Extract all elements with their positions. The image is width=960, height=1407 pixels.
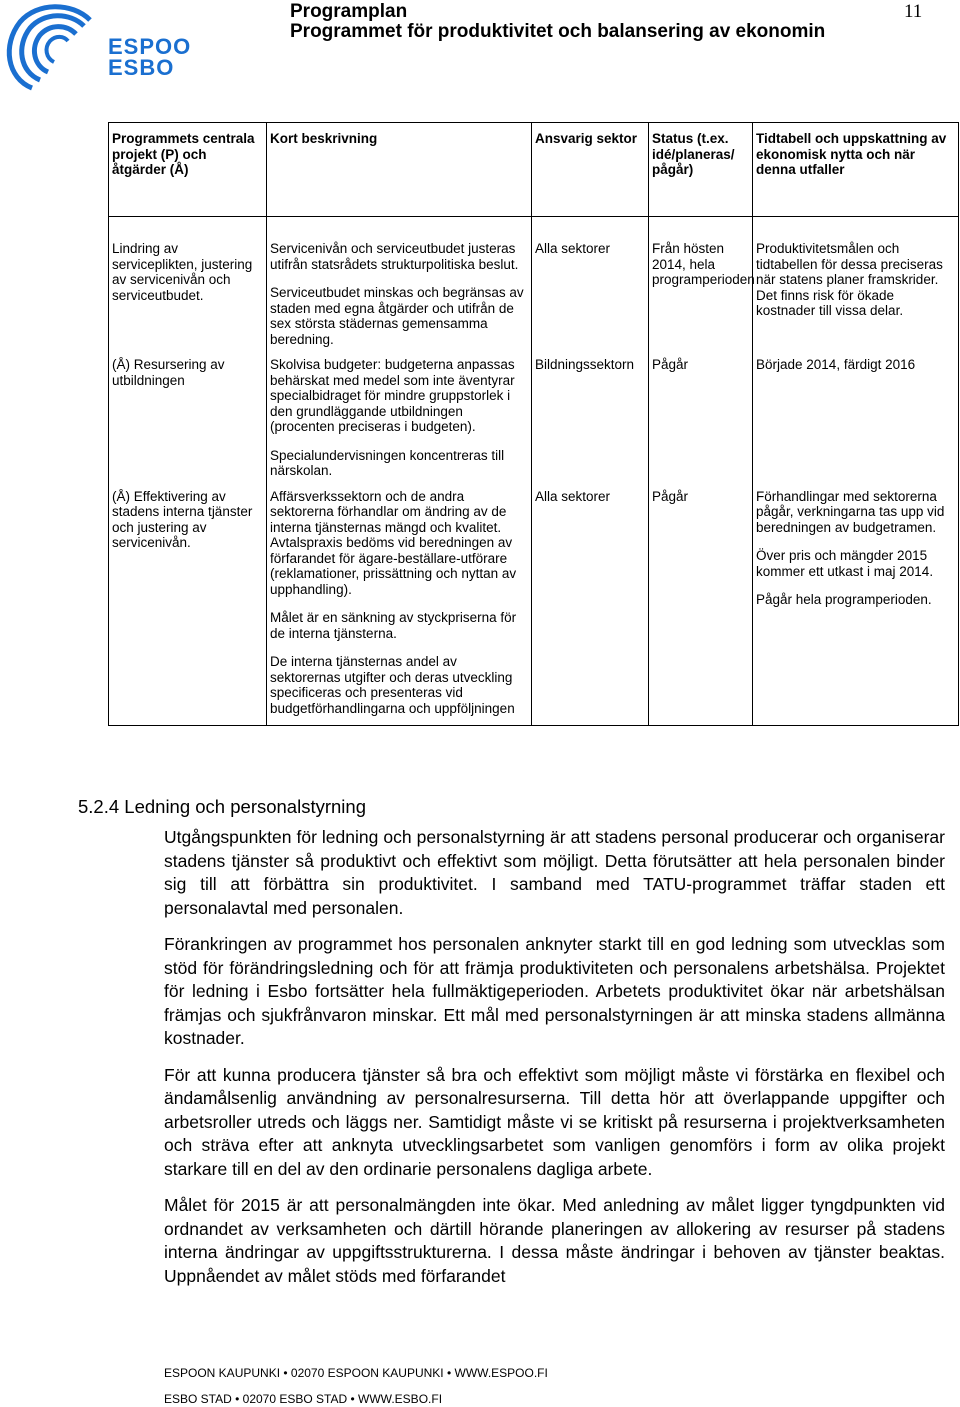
cell-schedule xyxy=(753,350,959,482)
table-row xyxy=(109,482,959,726)
body-paragraph: Målet för 2015 är att personalmängden inte ökar. Med anledning av målet ligger tyngdpunkten vid ordnandet av verksamheten och därtill hörande planeringen av allokering av resurser på stadens interna ändringar av uppgiftsstrukturerna. I dessa måste ändringar i behoven av tjänster beaktas. Uppnåendet av målet stöds med förfarandet xyxy=(164,1195,945,1286)
cell-schedule xyxy=(753,217,959,351)
cell-project: Lindring av serviceplikten, justering av servicenivån och serviceutbudet. xyxy=(109,217,267,351)
body-paragraph: För att kunna producera tjänster så bra och effektivt som möjligt måste vi förstärka en flexibel och ändamålsenlig användning av personalresurserna. Till detta hör att överlappande uppgifter och arbetsroller utreds och läggs ner. Samtidigt måste vi se kritiskt på resurserna i projektverksamheten och sträva efter att anknyta utvecklingsarbetet som vanligen genomförs i form av olika projekt starkare till en del av den ordinarie personalens dagliga arbete. xyxy=(164,1064,945,1179)
body-paragraph: Utgångspunkten för ledning och personalstyrning är att stadens personal producerar och organiserar stadens tjänster så produktivt och effektivt som möjligt. Detta förutsätter att hela personalen binder sig till att förbättra sin produktivitet. I samband med TATU-programmet träffar staden ett personalavtal med personalen. xyxy=(164,827,945,918)
page-number: 11 xyxy=(904,1,923,22)
table-row xyxy=(109,217,959,351)
footer-line-finnish: ESPOON KAUPUNKI • 02070 ESPOON KAUPUNKI • WWW.ESPOO.FI xyxy=(164,1366,548,1380)
table-header-row xyxy=(109,123,959,217)
footer-line-swedish: ESBO STAD • 02070 ESBO STAD • WWW.ESBO.FI xyxy=(164,1392,443,1406)
description-paragraph: De interna tjänsternas andel av sektorernas utgifter och deras utveckling specificeras och presenteras vid budgetförhandlingarna och uppföljningen xyxy=(270,654,515,716)
description-paragraph: Skolvisa budgeter: budgeterna anpassas behärskat med medel som inte äventyrar specialbidraget för mindre gruppstorlek i den grundläggande utbildningen (procenten preciseras i budgeten). xyxy=(270,357,515,434)
cell-sector: Alla sektorer xyxy=(532,482,649,726)
column-header-description: Kort beskrivning xyxy=(267,123,532,217)
espoo-logo-mark-icon xyxy=(2,0,112,100)
logo-line-2: ESBO xyxy=(108,55,175,80)
description-paragraph: Serviceutbudet minskas och begränsas av staden med egna åtgärder och utifrån de sex största städernas gemensamma beredning. xyxy=(270,285,524,347)
cell-project: (Å) Effektivering av stadens interna tjänster och justering av servicenivån. xyxy=(109,482,267,726)
logo-line-1: ESPOO xyxy=(108,34,192,59)
cell-status: Pågår xyxy=(649,350,753,482)
schedule-paragraph: Över pris och mängder 2015 kommer ett utkast i maj 2014. xyxy=(756,548,934,579)
section-heading-block xyxy=(78,796,958,817)
cell-description xyxy=(267,350,532,482)
schedule-paragraph: Började 2014, färdigt 2016 xyxy=(756,357,916,372)
table-row xyxy=(109,350,959,482)
description-paragraph: Specialundervisningen koncentreras till närskolan. xyxy=(270,447,505,478)
column-header-schedule: Tidtabell och uppskattning av ekonomisk nytta och när denna utfaller xyxy=(753,123,959,217)
schedule-paragraph: Produktivitetsmålen och tidtabellen för dessa preciseras när statens planer framskrider. Det finns risk för ökade kostnader till vissa delar. xyxy=(756,241,943,318)
cell-schedule xyxy=(753,482,959,726)
section-heading: 5.2.4 Ledning och personalstyrning xyxy=(78,796,366,817)
schedule-paragraph: Pågår hela programperioden. xyxy=(756,592,932,607)
section-body xyxy=(164,826,945,1301)
cell-description xyxy=(267,217,532,351)
body-paragraph: Förankringen av programmet hos personalen anknyter starkt till en god ledning som utvecklas som stöd för förändringsledning och för att främja produktiviteten och personalens arbetshälsa. Projektet för ledning i Esbo fortsätter hela fullmäktigeperioden. Arbetets produktivitet ökar när arbetshälsan främjas och sjukfrånvaron minskar. Ett mål med personalstyrningen är att minska stadens allmänna kostnader. xyxy=(164,934,945,1048)
column-header-project: Programmets centrala projekt (P) och åtgärder (Å) xyxy=(109,123,267,217)
cell-status: Från hösten 2014, hela programperioden xyxy=(649,217,753,351)
schedule-paragraph: Förhandlingar med sektorerna pågår, verkningarna tas upp vid beredningen av budgetramen. xyxy=(756,488,945,535)
column-header-status: Status (t.ex. idé/planeras/ pågår) xyxy=(649,123,753,217)
program-table xyxy=(108,122,959,726)
espoo-logo xyxy=(2,0,198,100)
description-paragraph: Målet är en sänkning av styckpriserna för de interna tjänsterna. xyxy=(270,610,517,641)
description-paragraph: Servicenivån och serviceutbudet justeras utifrån statsrådets strukturpolitiska beslut. xyxy=(270,241,519,272)
cell-project: (Å) Resursering av utbildningen xyxy=(109,350,267,482)
cell-sector: Alla sektorer xyxy=(532,217,649,351)
description-paragraph: Affärsverkssektorn och de andra sektorerna förhandlar om ändring av de interna tjänsternas mängd och kvalitet. Avtalspraxis bedöms vid beredningen av förfarandet för ägare-beställare-utförare (reklamationer, prissättning och nyttan av upphandling). xyxy=(270,488,517,597)
page-subtitle: Programmet för produktivitet och balansering av ekonomin xyxy=(290,21,826,42)
cell-sector: Bildningssektorn xyxy=(532,350,649,482)
cell-status: Pågår xyxy=(649,482,753,726)
page-title: Programplan xyxy=(290,1,408,22)
cell-description xyxy=(267,482,532,726)
column-header-sector: Ansvarig sektor xyxy=(532,123,649,217)
